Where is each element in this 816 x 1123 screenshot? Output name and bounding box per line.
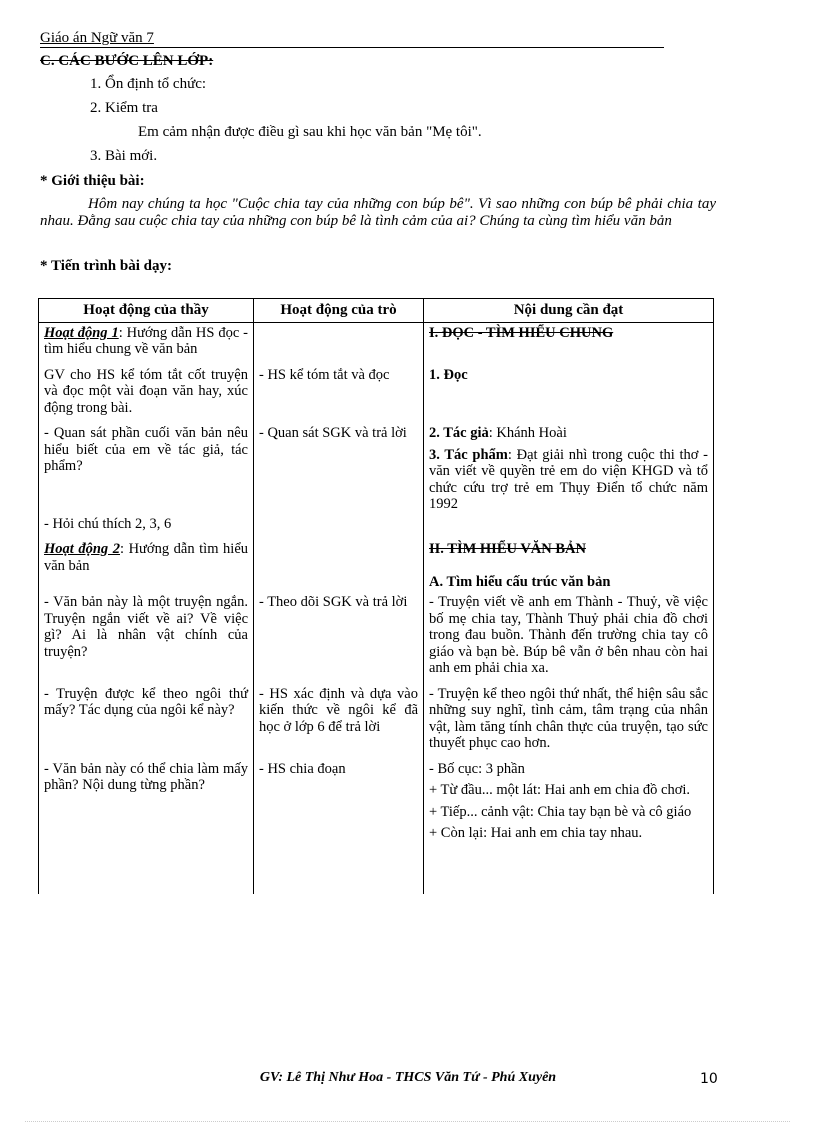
work-text: : Đạt giải nhì trong cuộc thi thơ - văn viết về quyền trẻ em do viện KHGD và tổ chức cứu trợ trẻ em Thụy Điển tổ chức năm 1992 [429,446,708,512]
table-row [39,534,714,592]
col-header-teacher: Hoạt động của thầy [39,299,254,323]
student-cell: - HS chia đoạn [254,754,424,894]
content-cell [424,322,714,360]
document-title: Giáo án Ngữ văn 7 [40,30,154,46]
teacher-text: : Hướng dẫn HS đọc - tìm hiểu chung về văn bản [44,324,249,357]
teacher-cell: - Văn bản này có thể chia làm mấy phần? Nội dung từng phần? [39,754,254,894]
teacher-text-2: - Hỏi chú thích 2, 3, 6 [44,515,172,532]
teacher-cell [39,322,254,360]
student-cell [254,534,424,592]
author-text: : Khánh Hoài [488,425,567,441]
teacher-text: : Hướng dẫn tìm hiểu văn bản [44,541,249,574]
step-2: 2. Kiểm tra [90,100,158,116]
activity-label: Hoạt động 1 [44,324,119,341]
activity-label: Hoạt động 2 [44,541,120,557]
teacher-cell [39,534,254,592]
page-header [40,30,664,48]
author-label: 2. Tác giả [429,425,489,441]
table-row [39,360,714,419]
page-divider [25,1121,790,1122]
content-cell [424,418,714,534]
table-row [39,592,714,679]
intro-text: Hôm nay chúng ta học "Cuộc chia tay của những con búp bê". Vì sao những con búp bê phải chia tay nhau. Đằng sau cuộc chia tay của những con búp bê là tình cảm của ai? Chúng ta cùng tìm hiểu văn bản [40,196,716,229]
intro-heading: * Giới thiệu bài: [40,173,145,189]
footer-author: GV: Lê Thị Như Hoa - THCS Văn Tứ - Phú Xuyên [259,1070,557,1085]
content-cell: 1. Đọc [424,360,714,419]
process-heading: * Tiến trình bài dạy: [40,258,172,274]
content-cell [424,534,714,592]
student-cell: - HS xác định và dựa vào kiến thức về ngôi kể đã học ở lớp 6 để trả lời [254,679,424,754]
content-heading: I. ĐỌC - TÌM HIỂU CHUNG [429,324,614,341]
content-heading: II. TÌM HIỂU VĂN BẢN [429,541,586,557]
student-cell [254,322,424,360]
student-cell: - Theo dõi SGK và trả lời [254,592,424,679]
table-row [39,754,714,894]
content-cell: - Truyện kể theo ngôi thứ nhất, thể hiện sâu sắc những suy nghĩ, tình cảm, tâm trạng của nhân vật, làm tăng tính chân thực của truyện, tạo sức thuyết phục cao hơn. [424,679,714,754]
step-1: 1. Ổn định tổ chức: [90,76,207,92]
col-header-content: Nội dung cần đạt [424,299,714,323]
section-title: C. CÁC BƯỚC LÊN LỚP: [40,53,214,69]
work-label: 3. Tác phẩm [429,446,508,463]
table-row [39,322,714,360]
teacher-cell: - Quan sát phần cuối văn bản nêu hiểu biết của em về tác giả, tác phẩm? - Hỏi chú thích 2, 3, 6 [39,418,254,534]
check-question: Em cảm nhận được điều gì sau khi học văn bản "Mẹ tôi". [138,124,482,140]
student-cell: - Quan sát SGK và trả lời [254,418,424,534]
lesson-table [38,298,714,894]
table-row [39,418,714,534]
table-header-row [39,299,714,323]
content-cell: - Truyện viết về anh em Thành - Thuỷ, về việc bố mẹ chia tay, Thành Thuỷ phải chia đồ chơi trong đau buồn. Thành đến trường chia tay cô giáo và bạn bè. Búp bê vẫn ở bên nhau còn hai anh em phải chia xa. [424,592,714,679]
table-row [39,679,714,754]
student-cell: - HS kể tóm tắt và đọc [254,360,424,419]
page-number: 10 [700,1071,718,1087]
teacher-cell: - Văn bản này là một truyện ngắn. Truyện ngắn viết về ai? Về việc gì? Ai là nhân vật chính của truyện? [39,592,254,679]
step-3: 3. Bài mới. [90,148,158,164]
content-subheading: A. Tìm hiểu cấu trúc văn bản [429,573,611,590]
content-cell: - Bố cục: 3 phần + Từ đầu... một lát: Hai anh em chia đồ chơi. + Tiếp... cảnh vật: Chia tay bạn bè và cô giáo + Còn lại: Hai anh em chia tay nhau. [424,754,714,894]
teacher-cell: GV cho HS kể tóm tắt cốt truyện và đọc một vài đoạn văn hay, xúc động trong bài. [39,360,254,419]
teacher-cell: - Truyện được kể theo ngôi thứ mấy? Tác dụng của ngôi kể này? [39,679,254,754]
col-header-student: Hoạt động của trò [254,299,424,323]
